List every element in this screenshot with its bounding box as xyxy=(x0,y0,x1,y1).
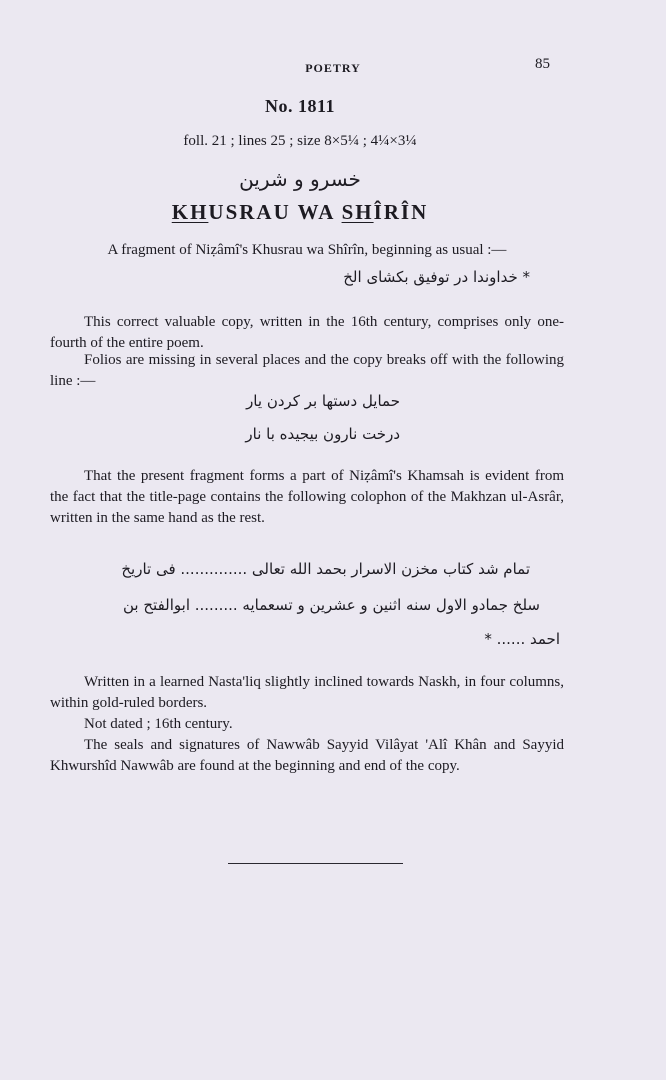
paragraph-copy-description: This correct valuable copy, written in the 16th century, comprises only one-fourth of the entire poem. xyxy=(50,314,564,351)
title-part-2: USRAU WA xyxy=(208,200,342,224)
title-latin xyxy=(0,200,600,225)
incipit-persian: * خداوندا در توفیق بکشای الخ xyxy=(343,268,530,286)
colophon-line-3: احمد ...... * xyxy=(484,630,560,648)
colophon-line-2: سلخ جمادو الاول سنه اثنین و عشرین و تسعمایه ......... ابوالفتح بن xyxy=(123,596,540,614)
verse-line-2: درخت نارون بیجیده با نار xyxy=(245,425,400,443)
collation-line: foll. 21 ; lines 25 ; size 8×5¼ ; 4¼×3¼ xyxy=(183,133,417,149)
paragraph-seals: The seals and signatures of Nawwâb Sayyid Vilâyat 'Alî Khân and Sayyid Khwurshîd Nawwâb are found at the beginning and end of the copy. xyxy=(50,737,564,774)
entry-number: No. 1811 xyxy=(264,96,335,116)
end-rule xyxy=(228,863,403,864)
paragraph-date: Not dated ; 16th century. xyxy=(84,716,233,732)
page-number: 85 xyxy=(535,56,550,72)
title-part-1: KH xyxy=(171,200,209,224)
title-part-3: SH xyxy=(341,200,374,224)
paragraph-khamsah: That the present fragment forms a part of Niẓâmî's Khamsah is evident from the fact that the title-page contains the following colophon of the Makhzan ul-Asrâr, written in the same hand as the rest. xyxy=(50,468,564,526)
paragraph-missing-folios: Folios are missing in several places and the copy breaks off with the following line :— xyxy=(50,352,564,389)
title-persian: خسرو و شرین xyxy=(239,167,361,191)
intro-paragraph: A fragment of Niẓâmî's Khusrau wa Shîrîn, beginning as usual :— xyxy=(107,242,507,258)
paragraph-script: Written in a learned Nasta'liq slightly inclined towards Naskh, in four columns, within gold-ruled borders. xyxy=(50,674,564,711)
running-head: POETRY xyxy=(305,61,361,75)
verse-line-1: حمایل دستها بر کردن یار xyxy=(246,392,400,410)
title-part-4: ÎRÎN xyxy=(373,200,429,224)
colophon-line-1: تمام شد کتاب مخزن الاسرار بحمد الله تعالی .............. فی تاریخ xyxy=(121,560,530,578)
